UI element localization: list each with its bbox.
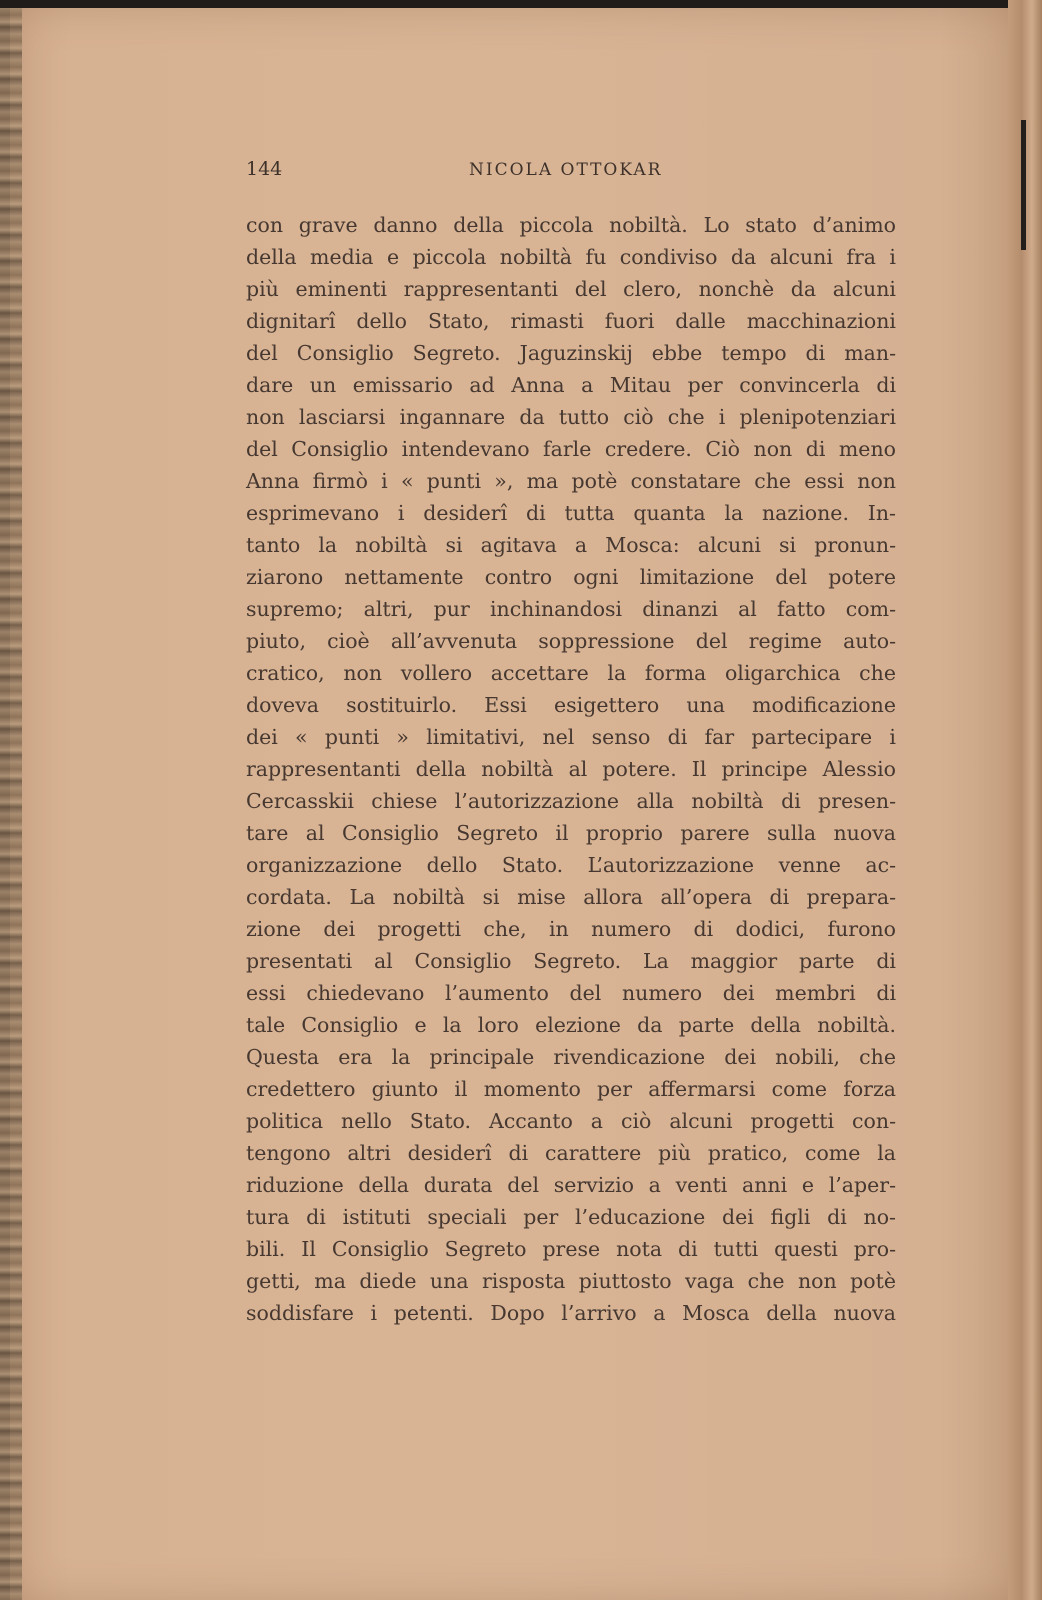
text-line: tengono altri desiderî di carattere più pratico, come la xyxy=(246,1141,896,1165)
text-line: con grave danno della piccola nobiltà. Lo stato d’animo xyxy=(246,213,896,237)
text-line: Cercasskii chiese l’autorizzazione alla nobiltà di presen- xyxy=(246,789,896,813)
text-line: esprimevano i desiderî di tutta quanta la nazione. In- xyxy=(246,501,896,525)
text-line: essi chiedevano l’aumento del numero dei membri di xyxy=(246,981,896,1005)
text-line: tare al Consiglio Segreto il proprio parere sulla nuova xyxy=(246,821,896,845)
text-line: della media e piccola nobiltà fu condiviso da alcuni fra i xyxy=(246,245,896,269)
text-line: dare un emissario ad Anna a Mitau per convincerla di xyxy=(246,373,896,397)
text-line: cratico, non vollero accettare la forma oligarchica che xyxy=(246,661,896,685)
page-number: 144 xyxy=(246,158,283,180)
text-line: piuto, cioè all’avvenuta soppressione del regime auto- xyxy=(246,629,896,653)
text-line: presentati al Consiglio Segreto. La maggior parte di xyxy=(246,949,896,973)
running-header xyxy=(246,158,896,182)
text-line: ziarono nettamente contro ogni limitazione del potere xyxy=(246,565,896,589)
text-line: organizzazione dello Stato. L’autorizzazione venne ac- xyxy=(246,853,896,877)
text-line: del Consiglio intendevano farle credere. Ciò non di meno xyxy=(246,437,896,461)
text-line: tale Consiglio e la loro elezione da parte della nobiltà. xyxy=(246,1013,896,1037)
text-line: tanto la nobiltà si agitava a Mosca: alcuni si pronun- xyxy=(246,533,896,557)
text-line: cordata. La nobiltà si mise allora all’opera di prepara- xyxy=(246,885,896,909)
text-line: rappresentanti della nobiltà al potere. Il principe Alessio xyxy=(246,757,896,781)
text-line: dei « punti » limitativi, nel senso di far partecipare i xyxy=(246,725,896,749)
body-text xyxy=(246,209,896,1329)
running-title: NICOLA OTTOKAR xyxy=(469,160,663,180)
text-line: non lasciarsi ingannare da tutto ciò che i plenipotenziari xyxy=(246,405,896,429)
text-line: Questa era la principale rivendicazione dei nobili, che xyxy=(246,1045,896,1069)
text-line: getti, ma diede una risposta piuttosto vaga che non potè xyxy=(246,1269,896,1293)
text-line: del Consiglio Segreto. Jaguzinskij ebbe tempo di man- xyxy=(246,341,896,365)
text-line: tura di istituti speciali per l’educazione dei figli di no- xyxy=(246,1205,896,1229)
text-line: soddisfare i petenti. Dopo l’arrivo a Mosca della nuova xyxy=(246,1301,896,1325)
text-line: credettero giunto il momento per affermarsi come forza xyxy=(246,1077,896,1101)
text-line: bili. Il Consiglio Segreto prese nota di tutti questi pro- xyxy=(246,1237,896,1261)
binding-shadow xyxy=(1021,120,1026,250)
text-line: doveva sostituirlo. Essi esigettero una modificazione xyxy=(246,693,896,717)
text-line: politica nello Stato. Accanto a ciò alcuni progetti con- xyxy=(246,1109,896,1133)
text-line: Anna firmò i « punti », ma potè constatare che essi non xyxy=(246,469,896,493)
text-line: riduzione della durata del servizio a venti anni e l’aper- xyxy=(246,1173,896,1197)
text-line: supremo; altri, pur inchinandosi dinanzi al fatto com- xyxy=(246,597,896,621)
left-page-edge xyxy=(0,8,22,1600)
text-line: più eminenti rappresentanti del clero, nonchè da alcuni xyxy=(246,277,896,301)
text-line: dignitarî dello Stato, rimasti fuori dalle macchinazioni xyxy=(246,309,896,333)
text-line: zione dei progetti che, in numero di dodici, furono xyxy=(246,917,896,941)
